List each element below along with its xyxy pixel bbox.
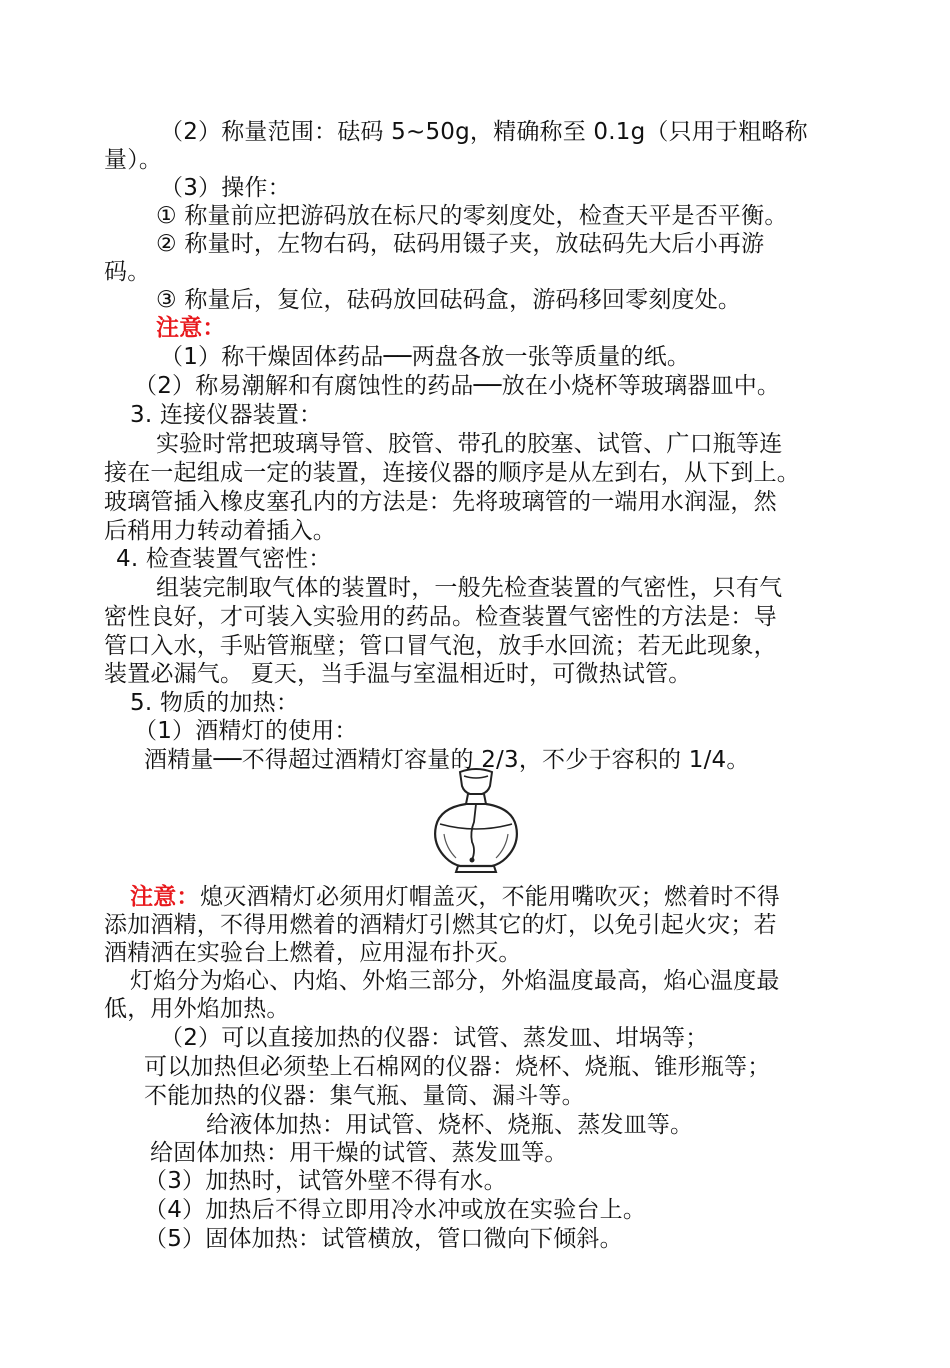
text-line: （4）加热后不得立即用冷水冲或放在实验台上。 <box>144 1197 647 1223</box>
alcohol-lamp-icon <box>430 768 522 874</box>
text-line: 量）。 <box>104 147 163 173</box>
text-line: 管口入水，手贴管瓶壁；管口冒气泡，放手水回流；若无此现象， <box>104 633 777 659</box>
note-label: 注意： <box>156 315 226 341</box>
text-line: ② 称量时，左物右码，砝码用镊子夹，放砝码先大后小再游 <box>156 231 765 257</box>
section-heading: 3. 连接仪器装置： <box>130 402 323 428</box>
text-line: 实验时常把玻璃导管、胶管、带孔的胶塞、试管、广口瓶等连 <box>156 431 783 457</box>
text-line: 熄灭酒精灯必须用灯帽盖灭，不能用嘴吹灭；燃着时不得 <box>200 884 780 910</box>
text-line: 酒精洒在实验台上燃着，应用湿布扑灭。 <box>104 940 522 966</box>
note-label: 注意： <box>130 884 200 910</box>
text-line: 后稍用力转动着插入。 <box>104 518 336 544</box>
text-line: 码。 <box>104 259 151 285</box>
section-heading: 4. 检查装置气密性： <box>116 546 332 572</box>
text-line: ③ 称量后，复位，砝码放回砝码盒，游码移回零刻度处。 <box>156 287 742 313</box>
text-line: 酒精量──不得超过酒精灯容量的 2/3，不少于容积的 1/4。 <box>144 747 750 773</box>
text-line: 接在一起组成一定的装置，连接仪器的顺序是从左到右，从下到上。 <box>104 460 800 486</box>
text-line: （3）操作： <box>160 175 291 201</box>
text-line: （2）称量范围：砝码 5~50g，精确称至 0.1g（只用于粗略称 <box>160 119 808 145</box>
text-line: （2）可以直接加热的仪器：试管、蒸发皿、坩埚等； <box>160 1025 709 1051</box>
text-line: 可以加热但必须垫上石棉网的仪器：烧杯、烧瓶、锥形瓶等； <box>144 1054 771 1080</box>
text-line: 给固体加热：用干燥的试管、蒸发皿等。 <box>150 1140 568 1166</box>
text-line: （3）加热时，试管外壁不得有水。 <box>144 1168 507 1194</box>
text-line: 组装完制取气体的装置时，一般先检查装置的气密性，只有气 <box>156 575 783 601</box>
text-line: （2）称易潮解和有腐蚀性的药品──放在小烧杯等玻璃器皿中。 <box>134 373 781 399</box>
section-heading: 5. 物质的加热： <box>130 690 300 716</box>
text-line: （1）称干燥固体药品──两盘各放一张等质量的纸。 <box>160 344 691 370</box>
text-line: ① 称量前应把游码放在标尺的零刻度处，检查天平是否平衡。 <box>156 203 788 229</box>
text-line: （1）酒精灯的使用： <box>134 718 358 744</box>
text-line: 玻璃管插入橡皮塞孔内的方法是：先将玻璃管的一端用水润湿，然 <box>104 489 777 515</box>
text-line: （5）固体加热：试管横放，管口微向下倾斜。 <box>144 1226 623 1252</box>
text-line: 装置必漏气。 夏天，当手温与室温相近时，可微热试管。 <box>104 661 692 687</box>
text-line: 不能加热的仪器：集气瓶、量筒、漏斗等。 <box>144 1083 585 1109</box>
text-line: 低，用外焰加热。 <box>104 996 290 1022</box>
text-line: 添加酒精，不得用燃着的酒精灯引燃其它的灯，以免引起火灾；若 <box>104 912 777 938</box>
text-line: 灯焰分为焰心、内焰、外焰三部分，外焰温度最高，焰心温度最 <box>130 968 780 994</box>
text-line: 密性良好，才可装入实验用的药品。检查装置气密性的方法是：导 <box>104 604 777 630</box>
text-line: 给液体加热：用试管、烧杯、烧瓶、蒸发皿等。 <box>206 1112 694 1138</box>
